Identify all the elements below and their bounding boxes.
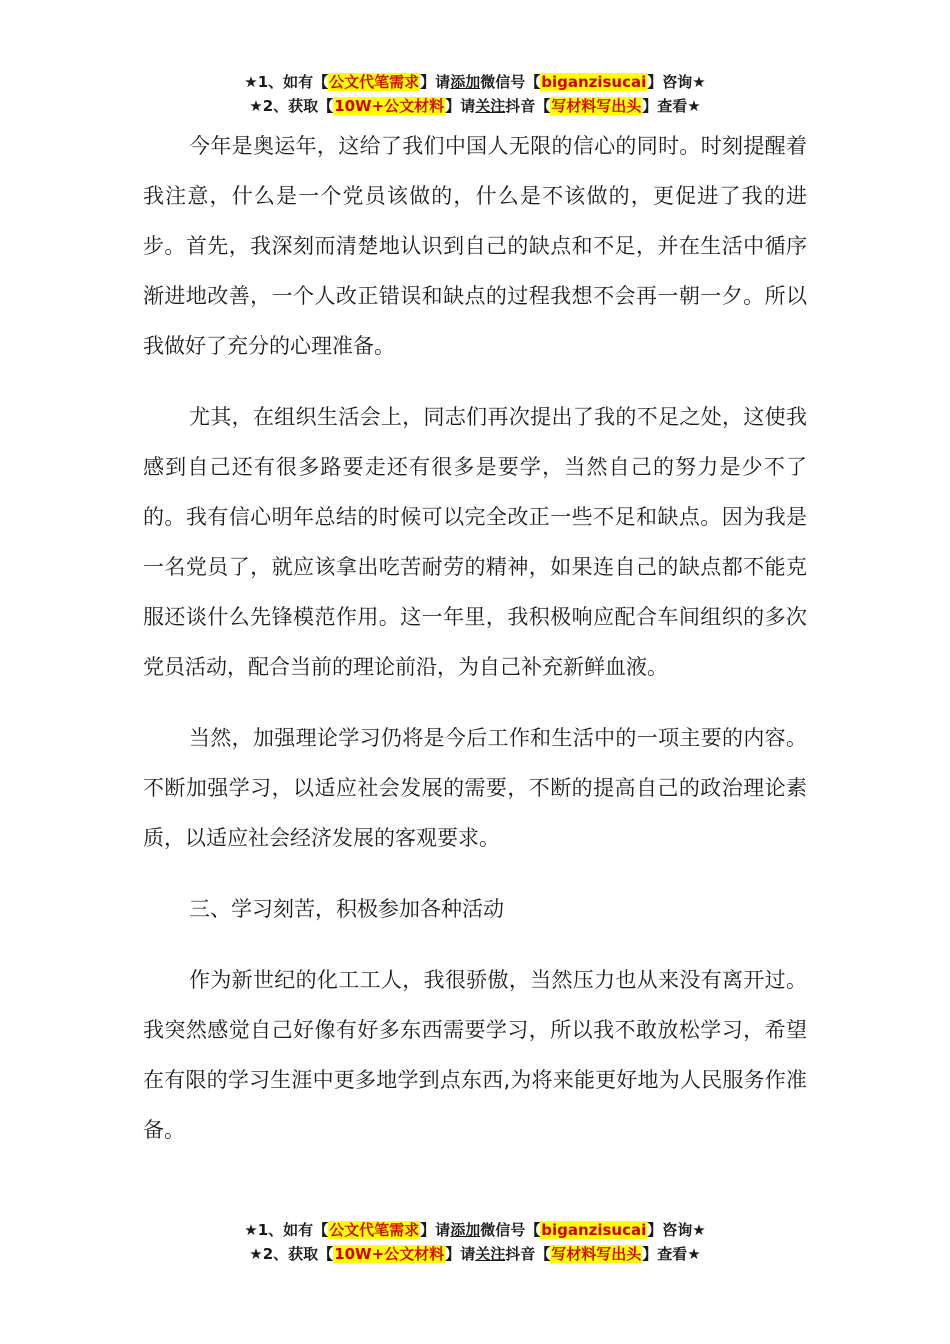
banner-text: 抖音【 <box>505 1245 551 1263</box>
banner-text: 微信号【 <box>480 73 541 91</box>
banner-line-1 <box>0 70 950 94</box>
document-body <box>143 121 807 1155</box>
banner-text: 】查看★ <box>642 97 701 115</box>
underlined-text: 添加 <box>450 1221 481 1239</box>
paragraph: 作为新世纪的化工工人，我很骄傲，当然压力也从来没有离开过。我突然感觉自己好像有好多东西需要学习，所以我不敢放松学习，希望在有限的学习生涯中更多地学到点东西,为将来能更好地为人民服务作准备。 <box>143 968 807 1142</box>
footer-banner <box>0 1218 950 1266</box>
banner-line-2 <box>0 1242 950 1266</box>
banner-text: 】请 <box>420 73 451 91</box>
paragraph: 今年是奥运年，这给了我们中国人无限的信心的同时。时刻提醒着我注意，什么是一个党员该做的，什么是不该做的，更促进了我的进步。首先，我深刻而清楚地认识到自己的缺点和不足，并在生活中循序渐进地改善，一个人改正错误和缺点的过程我想不会再一朝一夕。所以我做好了充分的心理准备。 <box>143 134 807 358</box>
banner-text: 】咨询★ <box>647 1221 706 1239</box>
header-banner <box>0 70 950 118</box>
highlight-wechat-id: biganzisucai <box>541 73 647 91</box>
banner-text: 】查看★ <box>642 1245 701 1263</box>
highlight-service: 公文代笔需求 <box>329 1221 420 1239</box>
banner-line-1 <box>0 1218 950 1242</box>
underlined-text: 关注 <box>475 1245 506 1263</box>
underlined-text: 添加 <box>450 73 481 91</box>
banner-text: ★1、如有【 <box>244 73 329 91</box>
banner-text: 】请 <box>420 1221 451 1239</box>
highlight-wechat-id: biganzisucai <box>541 1221 647 1239</box>
underlined-text: 关注 <box>475 97 506 115</box>
highlight-douyin-account: 写材料写出头 <box>551 97 642 115</box>
banner-text: 】咨询★ <box>647 73 706 91</box>
banner-text: 】请 <box>445 1245 476 1263</box>
highlight-douyin-account: 写材料写出头 <box>551 1245 642 1263</box>
banner-text: ★2、获取【 <box>249 97 334 115</box>
highlight-service: 公文代笔需求 <box>329 73 420 91</box>
banner-text: ★1、如有【 <box>244 1221 329 1239</box>
highlight-materials: 10W+公文材料 <box>334 1245 445 1263</box>
banner-line-2 <box>0 94 950 118</box>
banner-text: ★2、获取【 <box>249 1245 334 1263</box>
banner-text: 抖音【 <box>505 97 551 115</box>
banner-text: 微信号【 <box>480 1221 541 1239</box>
highlight-materials: 10W+公文材料 <box>334 97 445 115</box>
paragraph: 当然，加强理论学习仍将是今后工作和生活中的一项主要的内容。不断加强学习，以适应社会发展的需要，不断的提高自己的政治理论素质，以适应社会经济发展的客观要求。 <box>143 726 807 850</box>
banner-text: 】请 <box>445 97 476 115</box>
section-heading: 三、学习刻苦，积极参加各种活动 <box>189 897 504 921</box>
paragraph: 尤其，在组织生活会上，同志们再次提出了我的不足之处，这使我感到自己还有很多路要走还有很多是要学，当然自己的努力是少不了的。我有信心明年总结的时候可以完全改正一些不足和缺点。因为我是一名党员了，就应该拿出吃苦耐劳的精神，如果连自己的缺点都不能克服还谈什么先锋模范作用。这一年里，我积极响应配合车间组织的多次党员活动，配合当前的理论前沿，为自己补充新鲜血液。 <box>143 405 807 679</box>
